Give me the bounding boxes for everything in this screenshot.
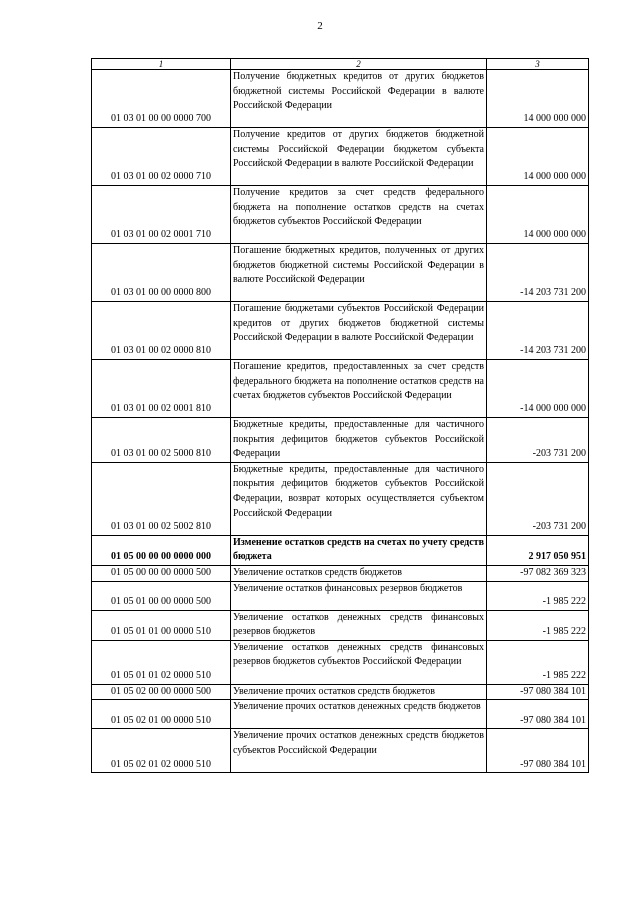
table-row xyxy=(92,418,589,463)
table-row xyxy=(92,244,589,302)
row-code: 01 03 01 00 02 0001 710 xyxy=(92,186,231,244)
table-row xyxy=(92,581,589,610)
row-name: Погашение бюджетных кредитов, полученных от других бюджетов бюджетной системы Российской Федерации в валюте Российской Федерации xyxy=(231,244,487,302)
row-code: 01 05 01 01 02 0000 510 xyxy=(92,640,231,684)
row-amount: -97 080 384 101 xyxy=(487,729,589,773)
row-code: 01 05 02 00 00 0000 500 xyxy=(92,684,231,700)
row-amount: -97 080 384 101 xyxy=(487,684,589,700)
row-name: Погашение бюджетами субъектов Российской Федерации кредитов от других бюджетов бюджетной системы Российской Федерации в валюте Российской Федерации xyxy=(231,302,487,360)
table-row xyxy=(92,700,589,729)
row-name: Погашение кредитов, предоставленных за счет средств федерального бюджета на пополнение остатков средств на счетах бюджетов субъектов Российской Федерации xyxy=(231,360,487,418)
table-row xyxy=(92,684,589,700)
table-row xyxy=(92,535,589,565)
row-name: Увеличение прочих остатков денежных средств бюджетов xyxy=(231,700,487,729)
row-code: 01 03 01 00 00 0000 700 xyxy=(92,70,231,128)
row-amount: -1 985 222 xyxy=(487,640,589,684)
table-row xyxy=(92,565,589,581)
row-amount: 14 000 000 000 xyxy=(487,186,589,244)
row-amount: -97 082 369 323 xyxy=(487,565,589,581)
row-name: Получение кредитов за счет средств федерального бюджета на пополнение остатков средств на счетах бюджетов субъектов Российской Федерации xyxy=(231,186,487,244)
row-name: Увеличение остатков денежных средств финансовых резервов бюджетов xyxy=(231,610,487,640)
row-code: 01 03 01 00 02 0000 810 xyxy=(92,302,231,360)
row-amount: -97 080 384 101 xyxy=(487,700,589,729)
budget-table xyxy=(91,58,589,773)
row-amount: -1 985 222 xyxy=(487,581,589,610)
row-name: Бюджетные кредиты, предоставленные для частичного покрытия дефицитов бюджетов субъектов Российской Федерации, возврат которых осуществляется субъектом Российской Федерации xyxy=(231,462,487,535)
row-code: 01 03 01 00 02 0001 810 xyxy=(92,360,231,418)
row-code: 01 03 01 00 02 0000 710 xyxy=(92,128,231,186)
row-code: 01 03 01 00 02 5002 810 xyxy=(92,462,231,535)
row-amount: 14 000 000 000 xyxy=(487,70,589,128)
row-amount: -14 000 000 000 xyxy=(487,360,589,418)
table-row xyxy=(92,128,589,186)
row-amount: -203 731 200 xyxy=(487,462,589,535)
row-amount: 14 000 000 000 xyxy=(487,128,589,186)
row-code: 01 05 02 01 02 0000 510 xyxy=(92,729,231,773)
column-header-code: 1 xyxy=(92,59,231,70)
row-name: Увеличение прочих остатков денежных средств бюджетов субъектов Российской Федерации xyxy=(231,729,487,773)
page-number: 2 xyxy=(317,20,323,32)
table-row xyxy=(92,462,589,535)
row-amount: 2 917 050 951 xyxy=(487,535,589,565)
row-name: Увеличение остатков денежных средств финансовых резервов бюджетов субъектов Российской Федерации xyxy=(231,640,487,684)
table-row xyxy=(92,302,589,360)
row-name: Увеличение остатков финансовых резервов бюджетов xyxy=(231,581,487,610)
row-code: 01 03 01 00 00 0000 800 xyxy=(92,244,231,302)
row-name: Получение бюджетных кредитов от других бюджетов бюджетной системы Российской Федерации в валюте Российской Федерации xyxy=(231,70,487,128)
table-row xyxy=(92,360,589,418)
row-code: 01 05 01 00 00 0000 500 xyxy=(92,581,231,610)
row-code: 01 05 00 00 00 0000 000 xyxy=(92,535,231,565)
row-code: 01 05 02 01 00 0000 510 xyxy=(92,700,231,729)
row-amount: -14 203 731 200 xyxy=(487,244,589,302)
row-amount: -203 731 200 xyxy=(487,418,589,463)
table-row xyxy=(92,729,589,773)
row-amount: -14 203 731 200 xyxy=(487,302,589,360)
row-code: 01 05 01 01 00 0000 510 xyxy=(92,610,231,640)
table-body xyxy=(92,59,589,773)
row-code: 01 03 01 00 02 5000 810 xyxy=(92,418,231,463)
row-code: 01 05 00 00 00 0000 500 xyxy=(92,565,231,581)
table-header-row xyxy=(92,59,589,70)
column-header-name: 2 xyxy=(231,59,487,70)
row-name: Получение кредитов от других бюджетов бюджетной системы Российской Федерации бюджетом субъекта Российской Федерации в валюте Российской Федерации xyxy=(231,128,487,186)
row-name: Увеличение остатков средств бюджетов xyxy=(231,565,487,581)
table-row xyxy=(92,186,589,244)
table-row xyxy=(92,70,589,128)
table-row xyxy=(92,610,589,640)
column-header-amount: 3 xyxy=(487,59,589,70)
row-name: Увеличение прочих остатков средств бюджетов xyxy=(231,684,487,700)
row-name: Бюджетные кредиты, предоставленные для частичного покрытия дефицитов бюджетов субъектов Российской Федерации xyxy=(231,418,487,463)
row-amount: -1 985 222 xyxy=(487,610,589,640)
row-name: Изменение остатков средств на счетах по учету средств бюджета xyxy=(231,535,487,565)
table-row xyxy=(92,640,589,684)
